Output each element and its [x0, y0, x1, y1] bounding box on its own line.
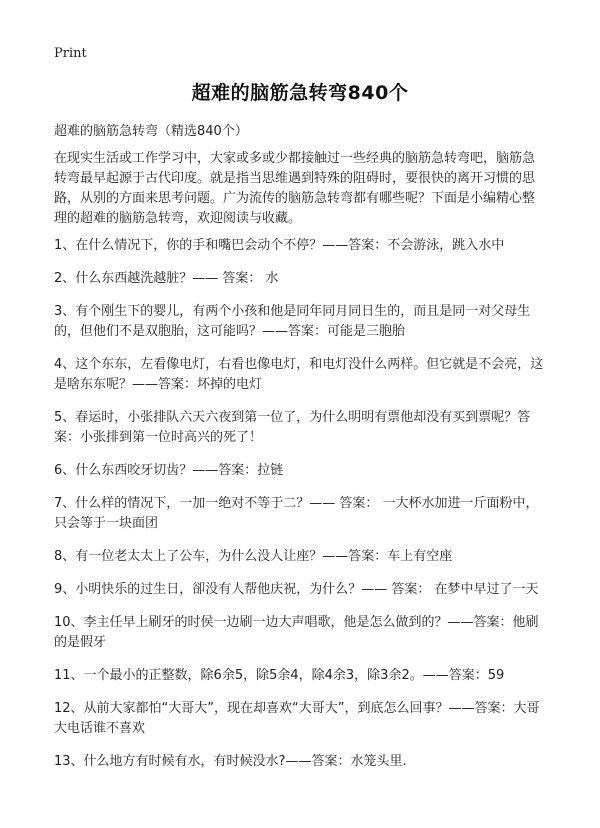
riddle-item-11: 11、一个最小的正整数，除6余5，除5余4，除4余3，除3余2。——答案：59	[54, 668, 505, 683]
print-link[interactable]: Print	[54, 46, 87, 61]
riddle-item-8: 8、有一位老太太上了公车，为什么没人让座？——答案：车上有空座	[54, 549, 453, 564]
riddle-item-4: 4、这个东东，左看像电灯，右看也像电灯，和电灯没什么两样。但它就是不会亮，这是啥东东呢？——答案：坏掉的电灯	[54, 357, 544, 392]
intro-paragraph: 在现实生活或工作学习中，大家或多或少都接触过一些经典的脑筋急转弯吧，脑筋急转弯最早起源于古代印度。就是指当思维遇到特殊的阻碍时，要很快的离开习惯的思路，从别的方面来思考问题。广为流传的脑筋急转弯都有哪些呢？下面是小编精心整理的超难的脑筋急转弯，欢迎阅读与收藏。	[54, 151, 536, 226]
riddle-item-5: 5、春运时，小张排队六天六夜到第一位了，为什么明明有票他却没有买到票呢？答案：小张排到第一位时高兴的死了！	[54, 410, 531, 445]
riddle-item-10: 10、李主任早上刷牙的时侯一边刷一边大声唱歌，他是怎么做到的？——答案：他刷的是假牙	[54, 615, 539, 650]
riddle-item-1: 1、在什么情况下，你的手和嘴巴会动个不停？——答案：不会游泳，跳入水中	[54, 238, 505, 253]
riddle-item-6: 6、什么东西咬牙切齿？——答案：拉链	[54, 463, 284, 478]
riddle-item-13: 13、什么地方有时候有水，有时候没水?——答案：水笼头里.	[54, 754, 407, 769]
riddle-item-3: 3、有个刚生下的婴儿，有两个小孩和他是同年同月同日生的，而且是同一对父母生的，但他们不是双胞胎，这可能吗？——答案：可能是三胞胎	[54, 304, 531, 339]
article-subtitle: 超难的脑筋急转弯（精选840个）	[54, 124, 248, 139]
page-title: 超难的脑筋急转弯840个	[191, 82, 409, 104]
riddle-item-7: 7、什么样的情况下，一加一绝对不等于二？—— 答案： 一大杯水加进一斤面粉中，只会等于一块面团	[54, 496, 539, 531]
riddle-item-9: 9、小明快乐的过生日，卻没有人帮他庆祝，为什么？—— 答案： 在梦中早过了一天	[54, 582, 539, 597]
riddle-item-2: 2、什么东西越洗越脏？—— 答案： 水	[54, 271, 279, 286]
riddle-list	[54, 236, 546, 785]
riddle-item-12: 12、从前大家都怕“大哥大”，现在却喜欢“大哥大”，到底怎么回事？——答案：大哥大电话谁不喜欢	[54, 701, 540, 736]
